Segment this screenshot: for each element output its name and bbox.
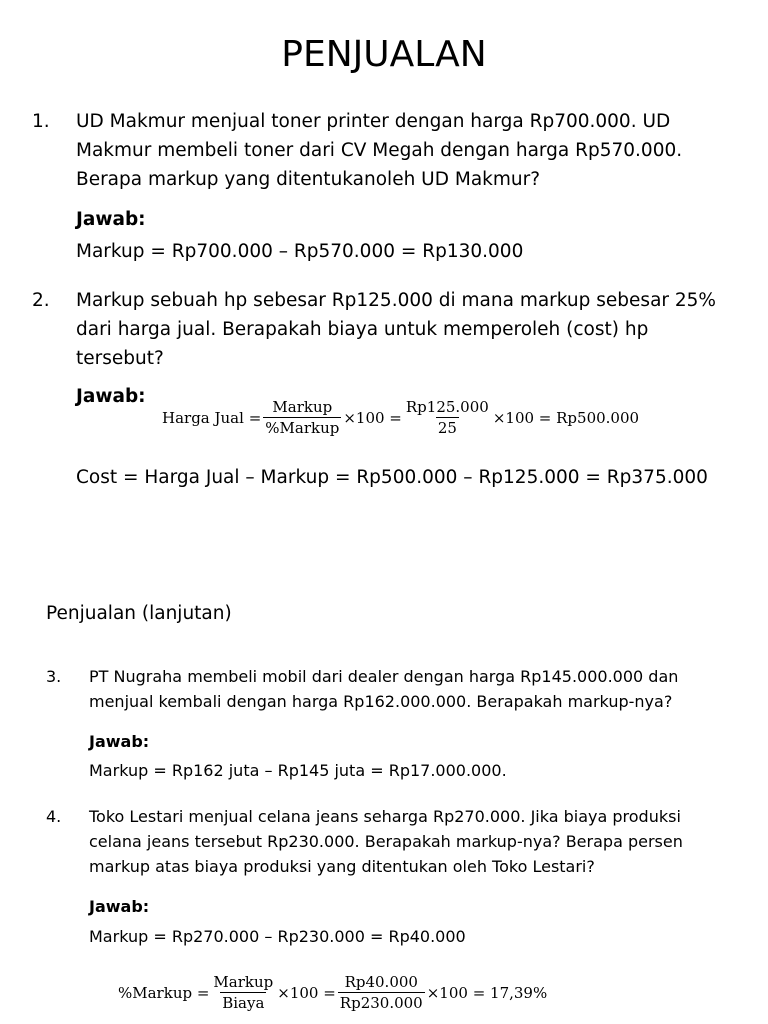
slide-title: PENJUALAN: [281, 34, 487, 75]
formula-result: ×100 = 17,39%: [426, 983, 548, 1002]
fraction-numerator: Markup: [272, 398, 333, 416]
question-line: markup atas biaya produksi yang ditentukan oleh Toko Lestari?: [89, 857, 595, 876]
item-3-answer-label: Jawab:: [89, 732, 150, 751]
item-1-question: [76, 107, 682, 194]
item-4-formula: [118, 973, 547, 1012]
formula-operator: ×100 =: [277, 983, 336, 1002]
fraction-numerator: Rp125.000: [405, 398, 489, 416]
formula-lhs: Harga Jual =: [162, 408, 262, 427]
fraction-numerator: Markup: [213, 973, 274, 991]
question-line: PT Nugraha membeli mobil dari dealer dengan harga Rp145.000.000 dan: [89, 667, 679, 686]
formula-lhs: %Markup =: [118, 983, 210, 1002]
question-line: Toko Lestari menjual celana jeans seharga Rp270.000. Jika biaya produksi: [89, 807, 681, 826]
question-line: celana jeans tersebut Rp230.000. Berapakah markup-nya? Berapa persen: [89, 832, 683, 851]
formula-fraction-2: [338, 973, 425, 1012]
item-4-answer: Markup = Rp270.000 – Rp230.000 = Rp40.000: [89, 927, 466, 946]
item-4-number: 4.: [46, 807, 62, 826]
question-line: dari harga jual. Berapakah biaya untuk memperoleh (cost) hp: [76, 319, 649, 340]
fraction-numerator: Rp40.000: [344, 973, 418, 991]
item-1-answer: Markup = Rp700.000 – Rp570.000 = Rp130.000: [76, 241, 524, 262]
item-2-answer: Cost = Harga Jual – Markup = Rp500.000 – Rp125.000 = Rp375.000: [76, 467, 708, 488]
formula-fraction-2: [404, 398, 491, 437]
question-line: Berapa markup yang ditentukanoleh UD Makmur?: [76, 169, 541, 190]
fraction-denominator: %Markup: [265, 419, 340, 437]
question-line: menjual kembali dengan harga Rp162.000.000. Berapakah markup-nya?: [89, 692, 673, 711]
item-2-question: [76, 286, 716, 373]
fraction-denominator: Biaya: [222, 994, 265, 1012]
item-2-number: 2.: [32, 290, 50, 311]
formula-fraction-1: [263, 398, 341, 437]
item-1-number: 1.: [32, 111, 50, 132]
item-2-formula: [162, 398, 639, 437]
fraction-denominator: Rp230.000: [339, 994, 423, 1012]
fraction-denominator: 25: [437, 419, 457, 437]
question-line: Markup sebuah hp sebesar Rp125.000 di mana markup sebesar 25%: [76, 290, 717, 311]
slide-2-title: Penjualan (lanjutan): [46, 603, 232, 624]
formula-operator: ×100 =: [343, 408, 402, 427]
question-line: UD Makmur menjual toner printer dengan harga Rp700.000. UD: [76, 111, 671, 132]
item-3-question: [89, 664, 678, 714]
item-2-answer-label: Jawab:: [76, 386, 146, 407]
item-3-number: 3.: [46, 667, 62, 686]
item-3-answer: Markup = Rp162 juta – Rp145 juta = Rp17.000.000.: [89, 761, 507, 780]
question-line: tersebut?: [76, 348, 164, 369]
item-1-answer-label: Jawab:: [76, 209, 146, 230]
item-4-question: [89, 804, 683, 879]
formula-fraction-1: [211, 973, 275, 1012]
question-line: Makmur membeli toner dari CV Megah dengan harga Rp570.000.: [76, 140, 683, 161]
formula-result: ×100 = Rp500.000: [492, 408, 640, 427]
item-4-answer-label: Jawab:: [89, 897, 150, 916]
